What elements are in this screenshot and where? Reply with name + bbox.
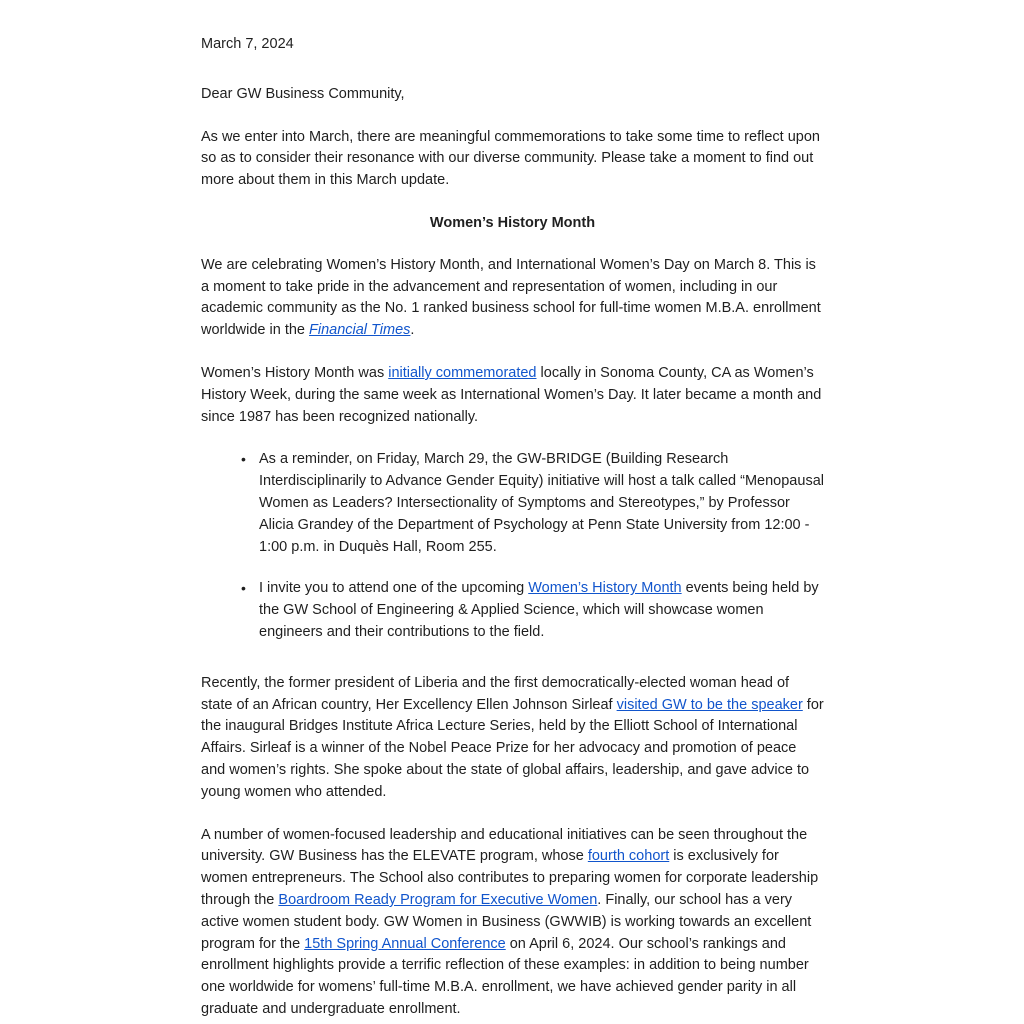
letter-salutation: Dear GW Business Community, [201,85,405,102]
initially-commemorated-link[interactable]: initially commemorated [388,364,537,381]
paragraph-sirleaf [201,673,824,804]
paragraph-celebrating-text-after: . [410,322,415,339]
paragraph-commemorated [201,363,824,428]
letter-date: March 7, 2024 [201,36,294,52]
paragraph-commemorated-text-after: locally in Sonoma County, CA as Women’s History Week, during the same week as International Women’s Day. It later became a month and since 1987 has been recognized nationally. [201,364,822,425]
paragraph-initiatives-text-3: . Finally, our school has a very active women student body. GW Women in Business (GWWIB) is working towards an excellent program for the [201,891,812,952]
letter-body [201,34,824,1021]
bullet-2-text-after: events being held by the GW School of Engineering & Applied Science, which will showcase women engineers and their contributions to the field. [259,580,819,640]
paragraph-initiatives-text-2: is exclusively for women entrepreneurs. The School also contributes to preparing women for corporate leadership through the [201,848,819,908]
paragraph-sirleaf-text-after: for the inaugural Bridges Institute Africa Lecture Series, held by the Elliott School of International Affairs. Sirleaf is a winner of the Nobel Peace Prize for her advocacy and promotion of peace and women’s rights. She spoke about the state of global affairs, leadership, and gave advice to young women who attended. [201,696,824,800]
paragraph-initiatives-text-1: A number of women-focused leadership and educational initiatives can be seen throughout the university. GW Business has the ELEVATE program, whose [201,826,808,865]
bullet-2-text-before: I invite you to attend one of the upcoming [259,580,529,597]
paragraph-sirleaf-text-before: Recently, the former president of Liberia and the first democratically-elected woman head of state of an African country, Her Excellency Ellen Johnson Sirleaf [201,674,790,713]
financial-times-link[interactable]: Financial Times [309,322,411,339]
list-item [259,449,824,558]
list-item [259,578,824,643]
paragraph-commemorated-text-before: Women’s History Month was [201,364,389,381]
fourth-cohort-link[interactable]: fourth cohort [587,848,670,865]
intro-paragraph: As we enter into March, there are meaningful commemorations to take some time to reflect upon so as to consider their resonance with our diverse community. Please take a moment to find out more about them in this March update. [201,128,820,189]
boardroom-ready-program-link[interactable]: Boardroom Ready Program for Executive Women [278,891,598,908]
spacer [201,664,824,673]
visited-gw-speaker-link[interactable]: visited GW to be the speaker [616,696,803,713]
paragraph-celebrating-text-before: We are celebrating Women’s History Month, and International Women’s Day on March 8. This is a moment to take pride in the advancement and representation of women, including in our academic community as the No. 1 ranked business school for full-time women M.B.A. enrollment worldwide in the [201,256,821,339]
paragraph-initiatives [201,825,824,1021]
womens-history-month-events-link[interactable]: Women’s History Month [528,580,682,597]
bullet-list [201,449,824,643]
paragraph-initiatives-text-4: on April 6, 2024. Our school’s rankings and enrollment highlights provide a terrific reflection of these examples: in addition to being number one worldwide for womens’ full-time M.B.A. enrollment, we have achieved gender parity in all graduate and undergraduate enrollment. [201,935,809,1017]
bullet-1-text: As a reminder, on Friday, March 29, the GW-BRIDGE (Building Research Interdisciplinarily to Advance Gender Equity) initiative will host a talk called “Menopausal Women as Leaders? Intersectionality of Symptoms and Stereotypes,” by Professor Alicia Grandey of the Department of Psychology at Penn State University from 12:00 - 1:00 p.m. in Duquès Hall, Room 255. [259,451,824,555]
spring-annual-conference-link[interactable]: 15th Spring Annual Conference [304,935,506,952]
section-heading-womens-history-month: Women’s History Month [429,214,596,231]
paragraph-celebrating [201,255,824,342]
